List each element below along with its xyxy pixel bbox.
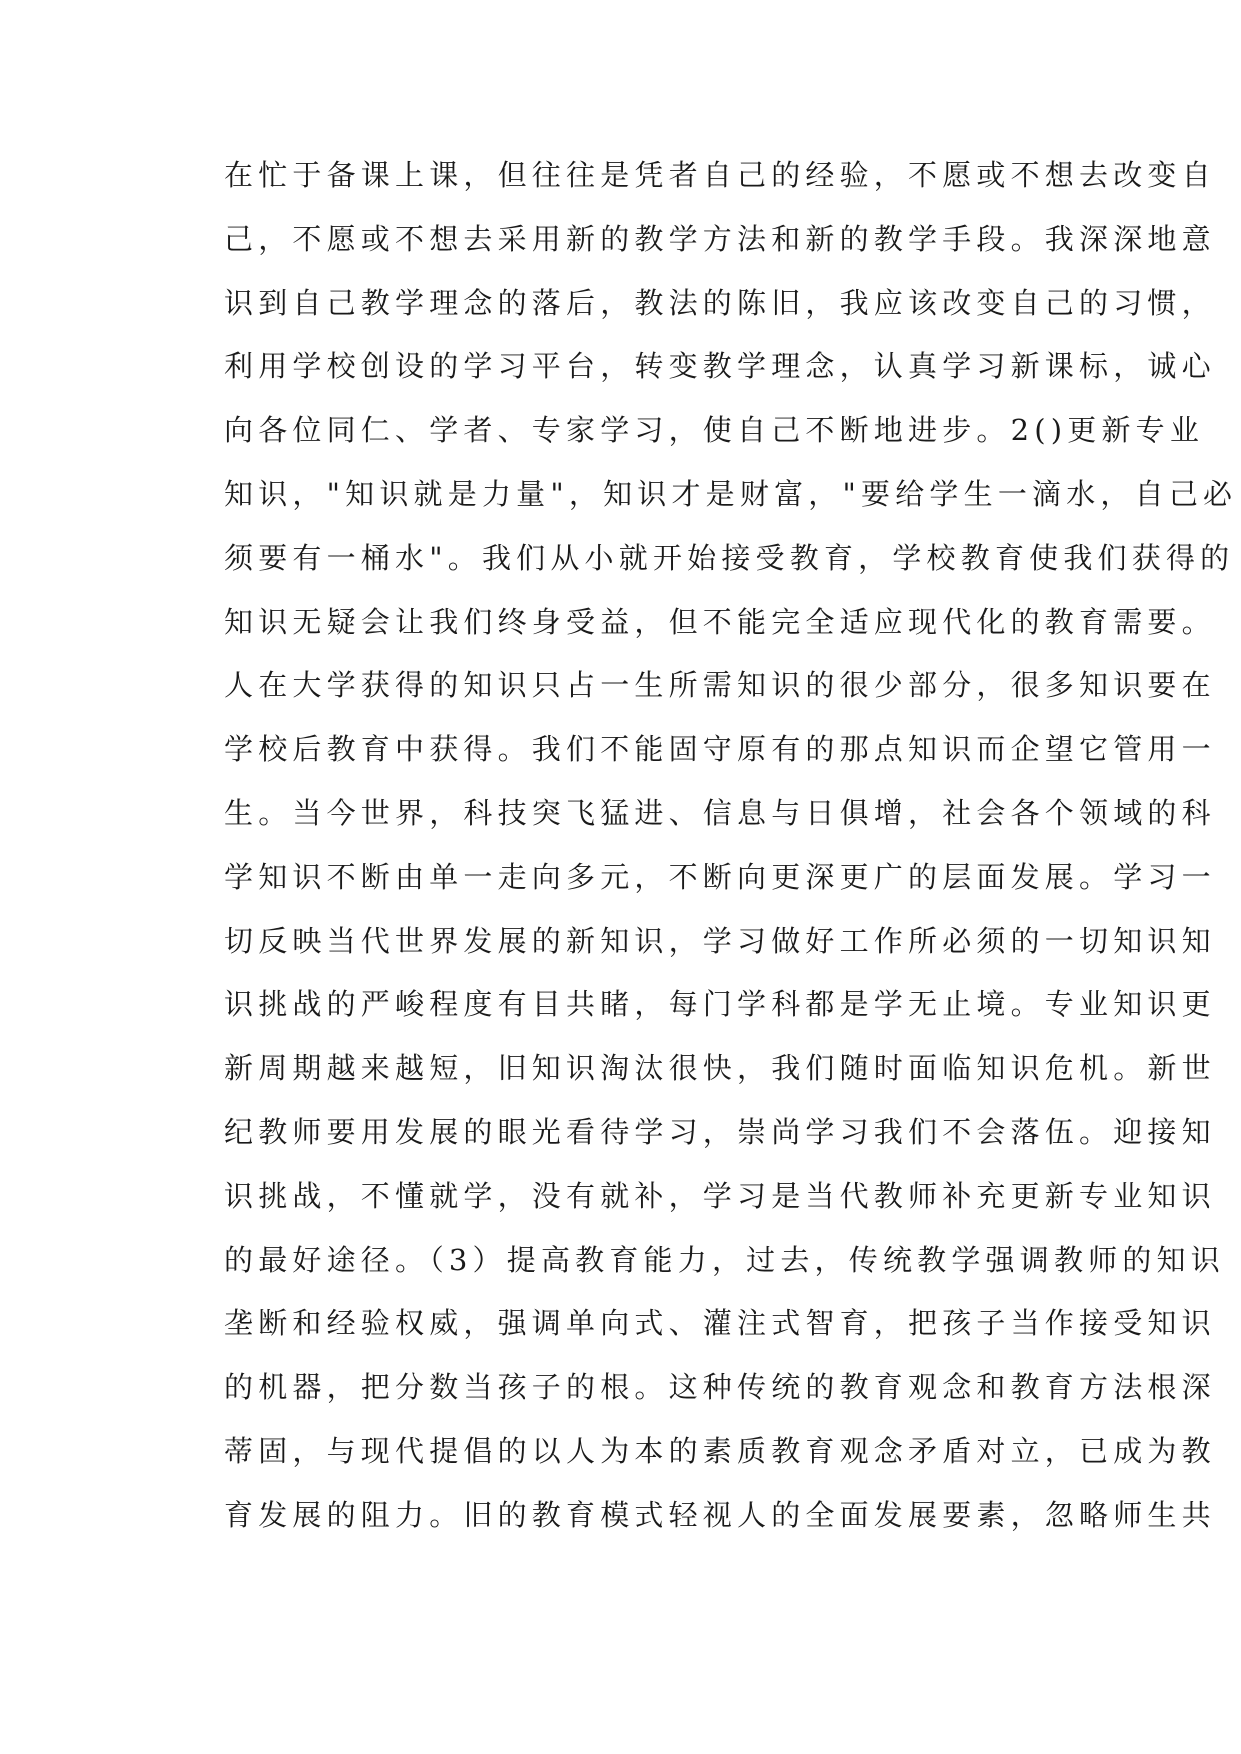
text-line: 学知识不断由单一走向多元，不断向更深更广的层面发展。学习一 — [224, 859, 1216, 894]
text-line: 育发展的阻力。旧的教育模式轻视人的全面发展要素，忽略师生共 — [224, 1497, 1216, 1532]
text-line: 识挑战的严峻程度有目共睹，每门学科都是学无止境。专业知识更 — [224, 987, 1216, 1022]
text-line: 人在大学获得的知识只占一生所需知识的很少部分，很多知识要在 — [224, 668, 1216, 703]
text-line: 知识无疑会让我们终身受益，但不能完全适应现代化的教育需要。 — [224, 604, 1216, 639]
text-line: 利用学校创设的学习平台，转变教学理念，认真学习新课标，诚心 — [224, 349, 1216, 384]
text-line: 知识，"知识就是力量"，知识才是财富，"要给学生一滴水，自己必 — [224, 476, 1238, 511]
text-line: 己，不愿或不想去采用新的教学方法和新的教学手段。我深深地意 — [224, 221, 1216, 256]
body-text — [224, 157, 1238, 1561]
text-line: 垄断和经验权威，强调单向式、灌注式智育，把孩子当作接受知识 — [224, 1306, 1216, 1341]
text-line: 识挑战，不懂就学，没有就补，学习是当代教师补充更新专业知识 — [224, 1178, 1216, 1213]
text-line: 切反映当代世界发展的新知识，学习做好工作所必须的一切知识知 — [224, 923, 1216, 958]
text-line: 在忙于备课上课，但往往是凭者自己的经验，不愿或不想去改变自 — [224, 158, 1216, 192]
text-line: 的最好途径。（3）提高教育能力，过去，传统教学强调教师的知识 — [224, 1242, 1225, 1277]
text-line: 学校后教育中获得。我们不能固守原有的那点知识而企望它管用一 — [224, 732, 1216, 767]
text-line: 的机器，把分数当孩子的根。这种传统的教育观念和教育方法根深 — [224, 1370, 1216, 1405]
text-line: 须要有一桶水"。我们从小就开始接受教育，学校教育使我们获得的 — [224, 540, 1235, 575]
text-line: 纪教师要用发展的眼光看待学习，崇尚学习我们不会落伍。迎接知 — [224, 1114, 1216, 1149]
text-line: 识到自己教学理念的落后，教法的陈旧，我应该改变自己的习惯， — [224, 285, 1216, 320]
text-line: 生。当今世界，科技突飞猛进、信息与日俱增，社会各个领域的科 — [224, 795, 1216, 830]
text-line: 向各位同仁、学者、专家学习，使自己不断地进步。2()更新专业 — [224, 413, 1205, 448]
text-line: 新周期越来越短，旧知识淘汰很快，我们随时面临知识危机。新世 — [224, 1051, 1216, 1086]
text-line: 蒂固，与现代提倡的以人为本的素质教育观念矛盾对立，已成为教 — [224, 1433, 1216, 1468]
